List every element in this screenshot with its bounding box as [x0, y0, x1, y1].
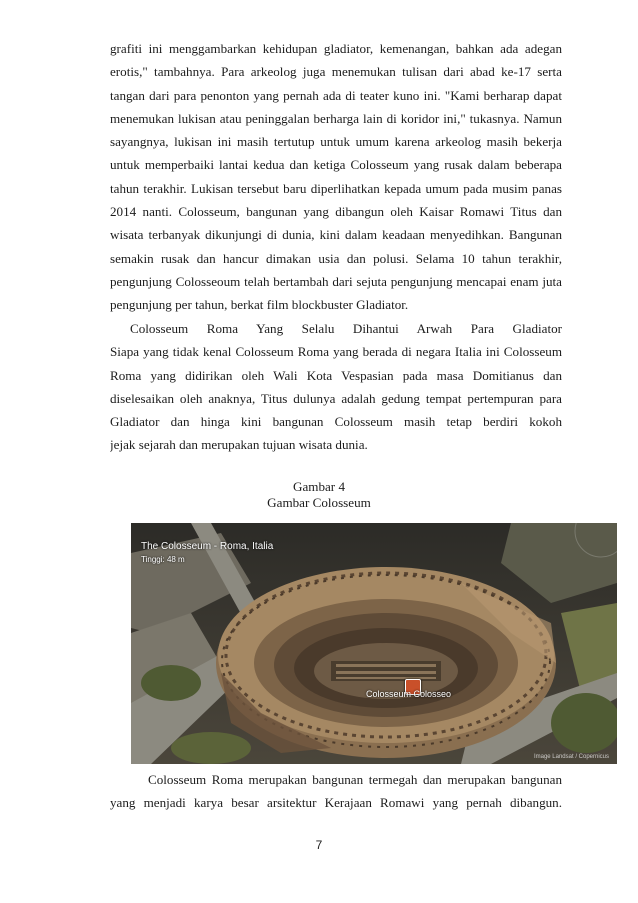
map-overlay-height: Tinggi: 48 m: [141, 555, 185, 564]
text-line: Roma yang didirikan oleh Wali Kota Vespasian pada masa Domitianus dan: [110, 367, 562, 383]
text-line: Siapa yang tidak kenal Colosseum Roma yang berada di negara Italia ini Colosseum: [110, 344, 562, 360]
text-line: jejak sejarah dan merupakan tujuan wisata dunia.: [110, 437, 368, 453]
figure-caption-number: Gambar 4: [293, 479, 345, 494]
figure-caption-title: Gambar Colosseum: [267, 495, 371, 510]
text-line: diselesaikan oleh anaknya, Titus dulunya adalah gedung tempat pertempuran para: [110, 390, 562, 406]
text-line: tahun terakhir. Lukisan tersebut baru diperlihatkan kepada umum pada musim panas: [110, 180, 562, 196]
colosseum-aerial-illustration: [131, 523, 617, 764]
text-line: grafiti ini menggambarkan kehidupan gladiator, kemenangan, bahkan ada adegan: [110, 41, 562, 56]
text-line: Gladiator dan hinga kini bangunan Colosseum masih tetap berdiri kokoh: [110, 414, 562, 430]
map-overlay-title: The Colosseum - Roma, Italia: [141, 541, 274, 552]
text-line: semakin rusak dan hancur dimakan usia dan polusi. Selama 10 tahun terakhir,: [110, 250, 562, 266]
map-place-label: Colosseum Colosseo: [366, 689, 452, 699]
section-heading-line: Colosseum Roma Yang Selalu Dihantui Arwah Para Gladiator: [130, 321, 562, 336]
text-line: pengunjung per tahun, berkat film blockbuster Gladiator.: [110, 297, 409, 313]
text-line: yang menjadi karya besar arsitektur Kerajaan Romawi yang pernah dibangun.: [110, 795, 562, 811]
text-line: Colosseum Roma merupakan bangunan termegah dan merupakan bangunan: [148, 772, 562, 787]
text-line: erotis," tambahnya. Para arkeolog juga menemukan tulisan dari abad ke-17 serta: [110, 64, 562, 80]
colosseum-photo: [131, 523, 617, 764]
paragraph-3: [110, 768, 562, 815]
text-line: wisata terbanyak dikunjungi di dunia, kini dalam keadaan menyedihkan. Bangunan: [110, 227, 562, 243]
text-line: pengunjung Colosseoum telah bertambah dari sejuta pengunjung mencapai enam juta: [110, 273, 562, 289]
text-line: tangan dari para penonton yang pernah ada di teater kuno ini. "Kami berharap dapat: [110, 87, 562, 103]
page-number: 7: [315, 838, 323, 852]
imagery-credit: Image Landsat / Copernicus: [533, 754, 609, 760]
text-line: menemukan lukisan atau peninggalan berharga lain di koridor ini," tukasnya. Namun: [110, 110, 562, 126]
text-line: 2014 nanti. Colosseum, bangunan yang dibangun oleh Kaisar Romawi Titus dan: [110, 204, 562, 220]
paragraph-2: [110, 317, 562, 457]
text-line: sayangnya, lukisan ini masih tertutup untuk umum karena arkeolog masih bekerja: [110, 134, 562, 150]
paragraph-1: [110, 37, 562, 317]
text-line: untuk memperbaiki lantai kedua dan ketiga Colosseum yang rusak dalam beberapa: [110, 157, 562, 173]
